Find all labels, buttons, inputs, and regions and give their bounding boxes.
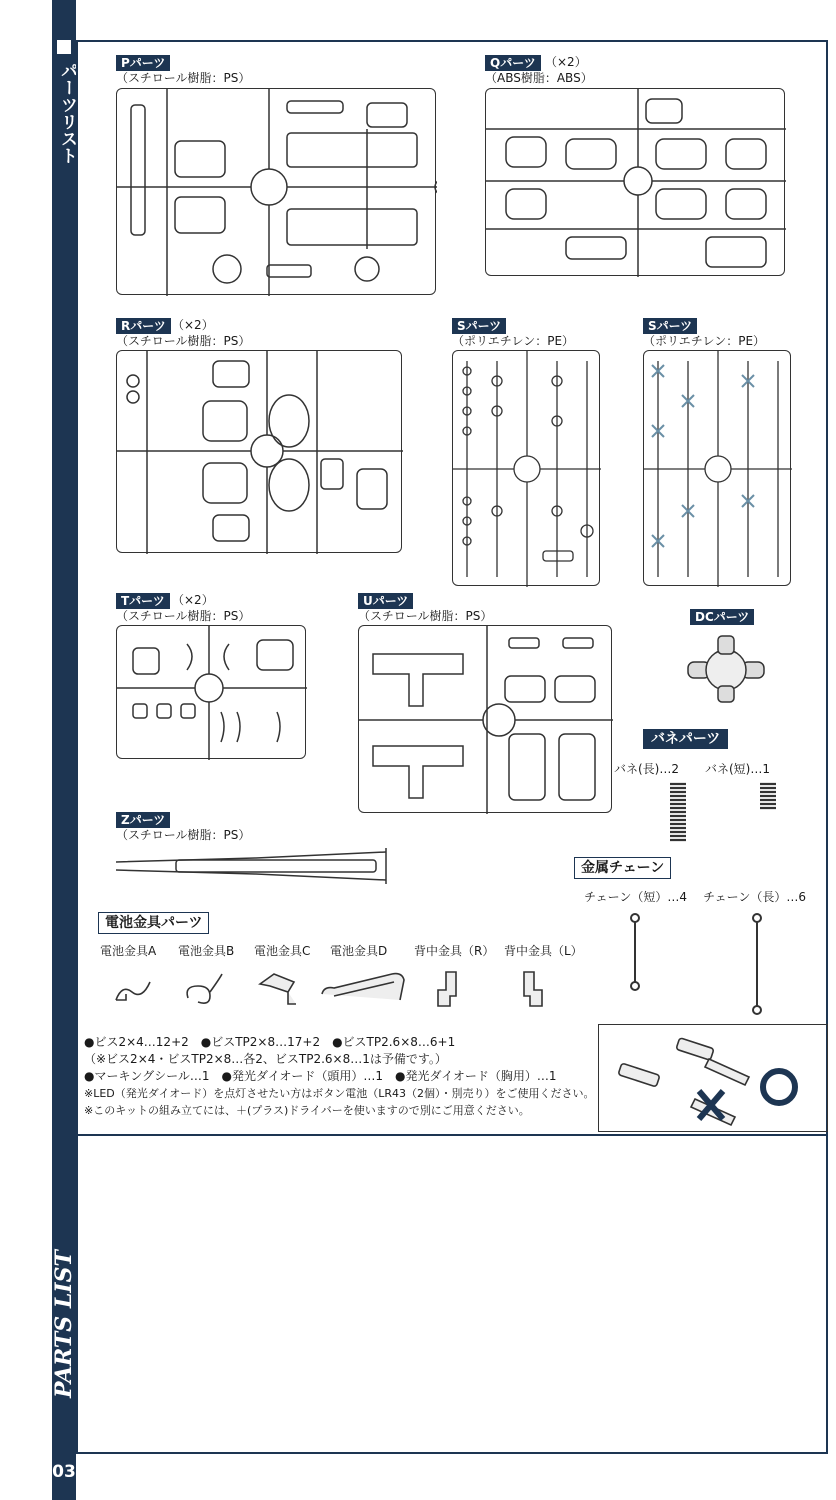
chain-short-label: チェーン（短）…4 (584, 890, 688, 904)
note-screwdriver: ※このキットの組み立てには、＋(プラス)ドライバーを使いますので別にご用意ください。 (84, 1104, 530, 1117)
battery-part-c-icon (256, 968, 302, 1008)
section-divider (76, 1134, 828, 1136)
runner-s1-material: （ポリエチレン：PE） (452, 334, 575, 348)
note-led-battery: ※LED（発光ダイオード）を点灯させたい方はボタン電池（LR43（2個）・別売り）をご使用ください。 (84, 1087, 595, 1100)
runner-dc-label: DCパーツ (690, 609, 754, 625)
chain-short-icon (628, 912, 642, 992)
chain-long-icon (750, 912, 764, 1016)
battery-parts-heading: 電池金具パーツ (98, 912, 209, 934)
runner-q-material: （ABS樹脂：ABS） (485, 71, 593, 85)
runner-z-label: Zパーツ (116, 812, 170, 828)
note-screws: ●ビス2×4…12+2 ●ビスTP2×8…17+2 ●ビスTP2.6×8…6+1 (84, 1035, 456, 1049)
note-spare-screws: （※ビス2×4・ビスTP2×8…各2、ビスTP2.6×8…1は予備です。） (84, 1052, 447, 1066)
sidebar-title-en: PARTS LIST (51, 1250, 77, 1398)
sidebar-title-jp: パーツリスト (57, 62, 77, 164)
battery-part-b-icon (182, 970, 226, 1010)
battery-part-a-label: 電池金具A (100, 944, 157, 958)
runner-t-material: （スチロール樹脂：PS） (116, 609, 251, 623)
runner-u-diagram (358, 625, 612, 813)
runner-t-count: （×2） (172, 593, 214, 607)
runner-p-material: （スチロール樹脂：PS） (116, 71, 251, 85)
runner-s1-diagram (452, 350, 600, 586)
runner-q-label: Qパーツ (485, 55, 541, 71)
runner-s2-material: （ポリエチレン：PE） (643, 334, 766, 348)
runner-s1-label: Sパーツ (452, 318, 506, 334)
dc-part-icon (686, 632, 766, 704)
chain-long-label: チェーン（長）…6 (703, 890, 807, 904)
runner-r-label: Rパーツ (116, 318, 171, 334)
back-part-r-label: 背中金具（R） (414, 944, 495, 958)
runner-q-diagram (485, 88, 785, 276)
runner-r-count: （×2） (172, 318, 214, 332)
runner-q-count: （×2） (545, 55, 587, 69)
back-part-l-label: 背中金具（L） (504, 944, 583, 958)
runner-s2-diagram (643, 350, 791, 586)
back-part-r-icon (432, 966, 466, 1010)
parts-notes (84, 1034, 594, 1119)
screwdriver-tip-box (598, 1024, 828, 1132)
spring-long-icon (668, 782, 688, 844)
runner-u-label: Uパーツ (358, 593, 413, 609)
spring-short-label: バネ(短)…1 (705, 762, 770, 776)
runner-r-material: （スチロール樹脂：PS） (116, 334, 251, 348)
runner-s2-label: Sパーツ (643, 318, 697, 334)
runner-r-diagram (116, 350, 402, 553)
spring-long-label: バネ(長)…2 (614, 762, 679, 776)
page-number: 03 (52, 1462, 76, 1482)
runner-z-diagram (116, 844, 392, 888)
chains-heading: 金属チェーン (574, 857, 671, 879)
sidebar-square-marker (57, 40, 71, 54)
springs-heading: バネパーツ (643, 729, 728, 749)
battery-part-a-icon (112, 970, 156, 1010)
battery-part-b-label: 電池金具B (178, 944, 235, 958)
battery-part-d-label: 電池金具D (330, 944, 388, 958)
runner-t-label: Tパーツ (116, 593, 170, 609)
runner-t-diagram (116, 625, 306, 759)
battery-part-c-label: 電池金具C (254, 944, 311, 958)
note-stickers-leds: ●マーキングシール…1 ●発光ダイオード（頭用）…1 ●発光ダイオード（胸用）…1 (84, 1069, 557, 1083)
runner-u-material: （スチロール樹脂：PS） (358, 609, 493, 623)
runner-z-material: （スチロール樹脂：PS） (116, 828, 251, 842)
spring-short-icon (758, 782, 778, 810)
runner-p-label: Pパーツ (116, 55, 170, 71)
sidebar (52, 0, 76, 1500)
back-part-l-icon (514, 966, 548, 1010)
runner-p-diagram (116, 88, 436, 295)
battery-part-d-icon (318, 966, 410, 1006)
